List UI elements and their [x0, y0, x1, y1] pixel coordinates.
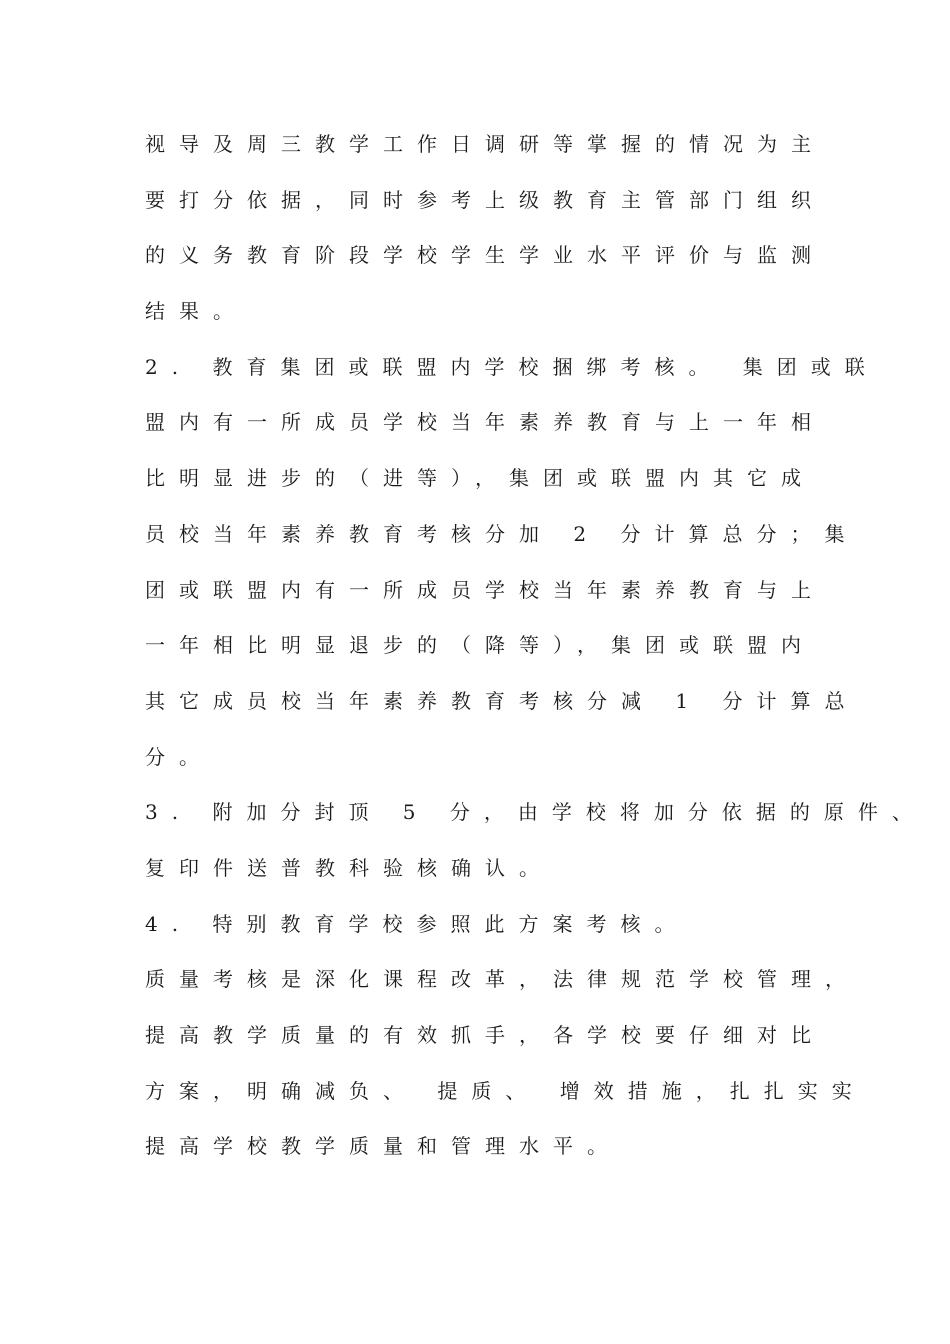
text-line: 提高教学质量的有效抓手，各学校要仔细对比 — [145, 1023, 825, 1047]
text-line: 分。 — [145, 744, 213, 769]
text-line: 结果。 — [145, 299, 247, 324]
text-line: 要打分依据，同时参考上级教育主管部门组织 — [145, 187, 825, 212]
item-2-line: 2. 教育集团或联盟内学校捆绑考核。 集团或联 — [145, 354, 879, 379]
text-line: 一年相比明显退步的（降等），集团或联盟内 — [145, 633, 815, 658]
text-line: 视导及周三教学工作日调研等掌握的情况为主 — [145, 132, 825, 156]
text-line: 其它成员校当年素养教育考核分减 1 分计算总 — [145, 688, 859, 713]
text-line: 盟内有一所成员学校当年素养教育与上一年相 — [145, 410, 825, 435]
text-line: 方案，明确减负、 提质、 增效措施，扎扎实实 — [145, 1078, 866, 1103]
text-line: 提高学校教学质量和管理水平。 — [145, 1134, 621, 1159]
text-line: 比明显进步的（进等），集团或联盟内其它成 — [145, 466, 815, 491]
item-3-line: 3. 附加分封顶 5 分，由学校将加分依据的原件、 — [145, 800, 926, 825]
text-line: 团或联盟内有一所成员学校当年素养教育与上 — [145, 577, 825, 602]
text-line: 复印件送普教科验核确认。 — [145, 855, 553, 880]
text-line: 的义务教育阶段学校学生学业水平评价与监测 — [145, 243, 825, 268]
item-4-line: 4. 特别教育学校参照此方案考核。 — [145, 911, 689, 936]
conclusion-line: 质量考核是深化课程改革，法律规范学校管理， — [145, 967, 859, 992]
text-line: 员校当年素养教育考核分加 2 分计算总分；集 — [145, 521, 859, 546]
body-text — [145, 117, 926, 1175]
